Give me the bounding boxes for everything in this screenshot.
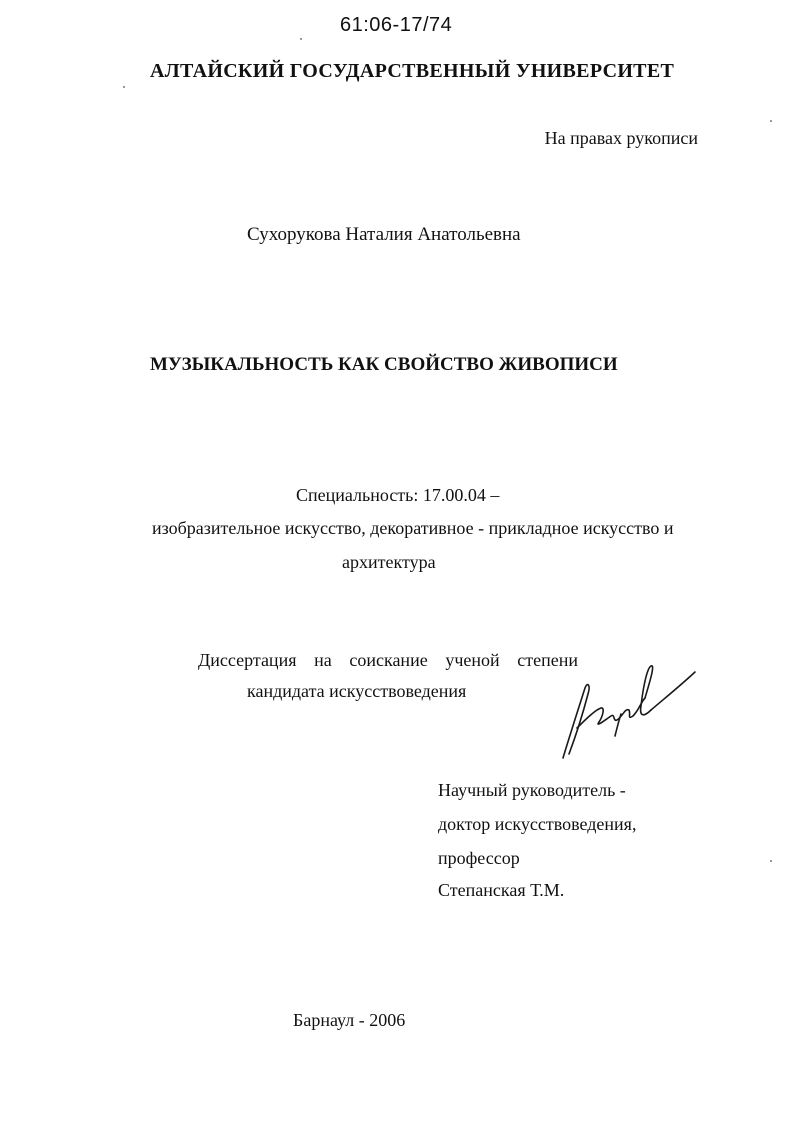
dissertation-degree-line: Диссертация на соискание ученой степени — [198, 650, 578, 670]
specialty-code: Специальность: 17.00.04 – — [296, 485, 500, 505]
specialty-description: изобразительное искусство, декоративное - прикладное искусство и — [152, 518, 674, 538]
dissertation-degree-field: кандидата искусствоведения — [247, 681, 467, 701]
dissertation-title: МУЗЫКАЛЬНОСТЬ КАК СВОЙСТВО ЖИВОПИСИ — [150, 354, 618, 375]
archive-stamp-number: 61:06-17/74 — [340, 14, 453, 36]
advisor-label: Научный руководитель - — [438, 780, 626, 800]
specialty-description-continued: архитектура — [342, 552, 436, 572]
advisor-name: Степанская Т.М. — [438, 880, 565, 900]
handwritten-signature — [555, 658, 705, 768]
scan-speck — [770, 860, 772, 862]
author-name: Сухорукова Наталия Анатольевна — [247, 224, 521, 245]
advisor-degree: доктор искусствоведения, — [438, 814, 637, 834]
scan-speck — [300, 38, 302, 40]
advisor-rank: профессор — [438, 848, 520, 868]
university-name: АЛТАЙСКИЙ ГОСУДАРСТВЕННЫЙ УНИВЕРСИТЕТ — [150, 60, 675, 82]
scan-speck — [770, 120, 772, 122]
city-and-year: Барнаул - 2006 — [293, 1010, 406, 1030]
manuscript-rights-note: На правах рукописи — [544, 128, 698, 148]
scan-speck — [123, 86, 125, 88]
